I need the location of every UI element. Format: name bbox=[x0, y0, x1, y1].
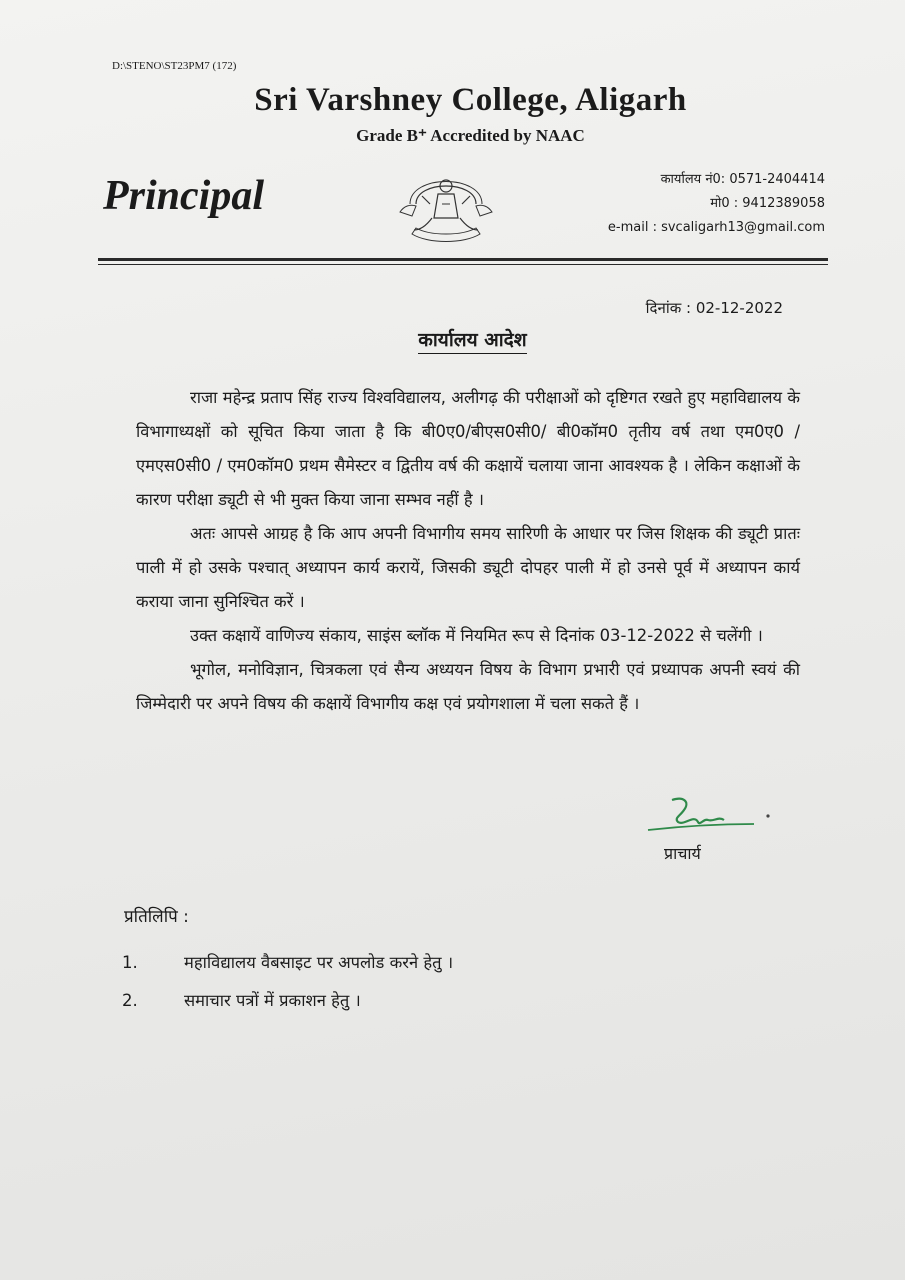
email-address: e-mail : svcaligarh13@gmail.com bbox=[607, 220, 825, 235]
list-text: महाविद्यालय वैबसाइट पर अपलोड करने हेतु । bbox=[184, 953, 454, 972]
order-body bbox=[136, 381, 800, 721]
header-divider-thin bbox=[98, 264, 828, 265]
college-name: Sri Varshney College, Aligarh bbox=[254, 82, 687, 118]
list-item bbox=[122, 944, 453, 982]
mobile-number: मो0 : 9412389058 bbox=[710, 196, 825, 211]
file-reference: D:\STENO\ST23PM7 (172) bbox=[112, 60, 237, 72]
office-title: Principal bbox=[103, 173, 265, 219]
order-date: दिनांक : 02-12-2022 bbox=[645, 299, 783, 317]
list-text: समाचार पत्रों में प्रकाशन हेतु । bbox=[184, 991, 361, 1010]
contact-block bbox=[608, 168, 825, 240]
copy-list bbox=[122, 944, 453, 1020]
order-heading bbox=[20, 326, 905, 352]
list-number: 2. bbox=[122, 991, 138, 1010]
copy-label: प्रतिलिपि : bbox=[124, 907, 189, 927]
order-heading-text: कार्यालय आदेश bbox=[418, 329, 526, 354]
signature-icon bbox=[644, 792, 774, 842]
list-item bbox=[122, 982, 453, 1020]
accreditation-line: Grade B⁺ Accredited by NAAC bbox=[356, 126, 585, 145]
signatory-title: प्राचार्य bbox=[664, 844, 701, 863]
header-divider bbox=[98, 258, 828, 261]
office-phone: कार्यालय नं0: 0571-2404414 bbox=[660, 172, 825, 187]
paragraph-3: उक्त कक्षायें वाणिज्य संकाय, साइंस ब्लॉक में नियमित रूप से दिनांक 03-12-2022 से चलेंगी । bbox=[190, 626, 763, 645]
paragraph-4: भूगोल, मनोविज्ञान, चित्रकला एवं सैन्य अध्ययन विषय के विभाग प्रभारी एवं प्रध्यापक अपनी स्वयं की जिम्मेदारी पर अपने विषय की कक्षायें विभागीय कक्ष एवं प्रयोगशाला में चला सकते हैं । bbox=[136, 660, 800, 713]
paragraph-1: राजा महेन्द्र प्रताप सिंह राज्य विश्वविद्यालय, अलीगढ़ की परीक्षाओं को दृष्टिगत रखते हुए महाविद्यालय के विभागाध्यक्षों को सूचित किया जाता है कि बी0ए0/बीएस0सी0/ बी0कॉम0 तृतीय वर्ष तथा एम0ए0 / एमएस0सी0 / एम0कॉम0 प्रथम सैमेस्टर व द्वितीय वर्ष की कक्षायें चलाया जाना आवश्यक है । लेकिन कक्षाओं के कारण परीक्षा ड्यूटी से भी मुक्त किया जाना सम्भव नहीं है । bbox=[136, 388, 800, 509]
college-seal-icon bbox=[392, 160, 500, 248]
list-number: 1. bbox=[122, 953, 138, 972]
paragraph-2: अतः आपसे आग्रह है कि आप अपनी विभागीय समय सारिणी के आधार पर जिस शिक्षक की ड्यूटी प्रातः पाली में हो उसके पश्चात् अध्यापन कार्य करायें, जिसकी ड्यूटी दोपहर पाली में हो उनसे पूर्व में अध्यापन कार्य कराया जाना सुनिश्चित करें । bbox=[136, 524, 800, 611]
